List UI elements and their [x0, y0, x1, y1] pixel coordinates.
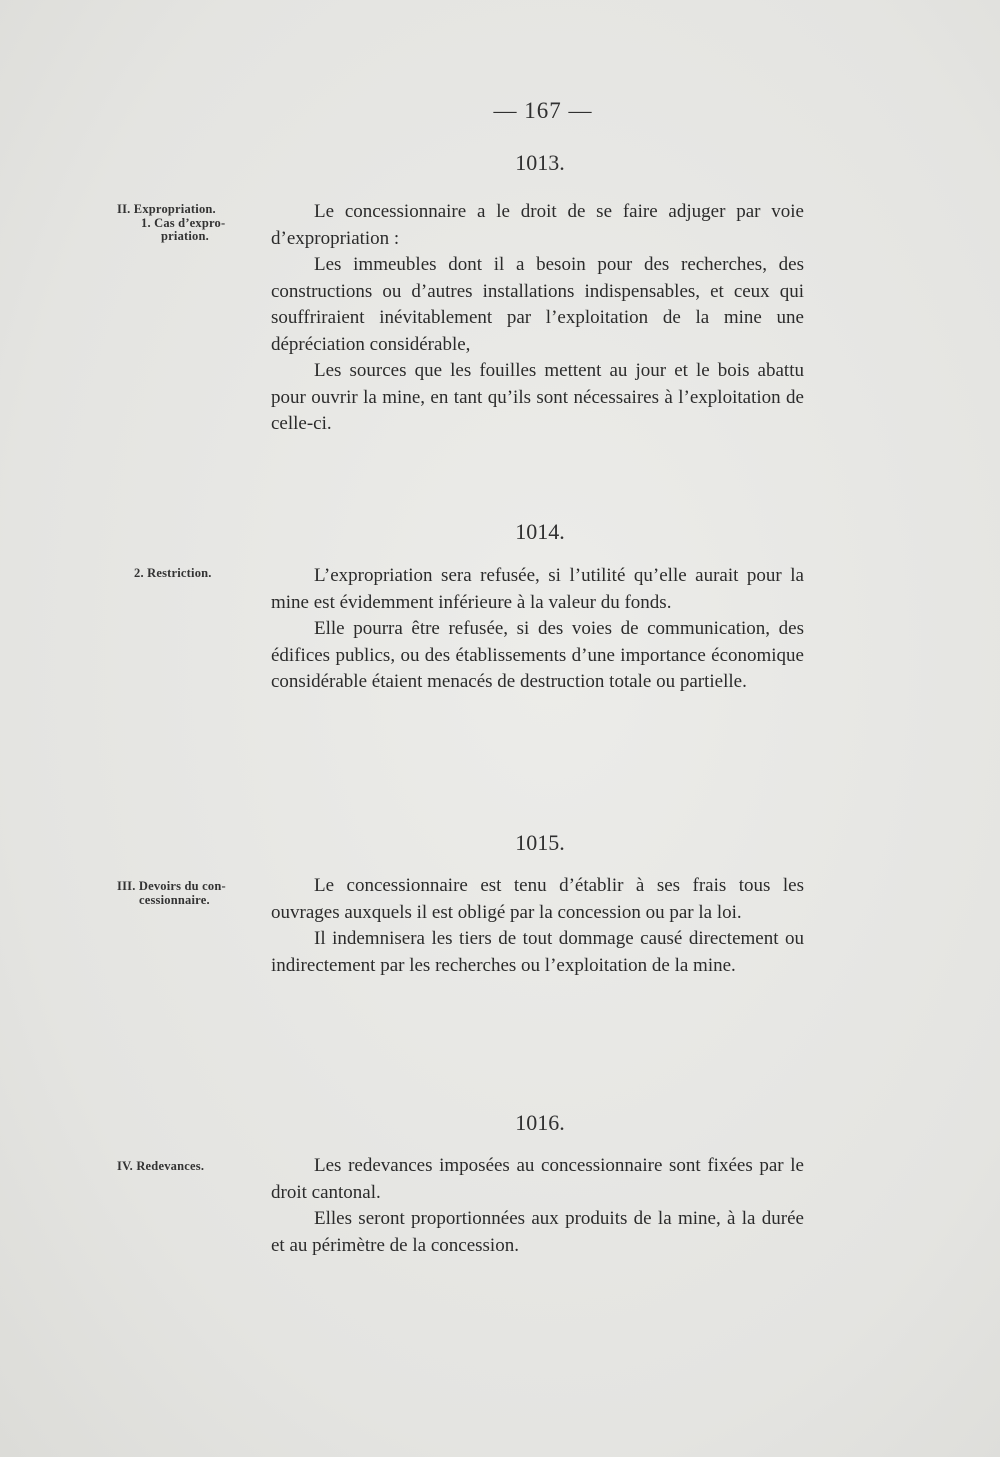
paragraph: Le concessionnaire est tenu d’établir à ses frais tous les ouvrages auxquels il est obligé par la concession ou par la loi.: [271, 875, 804, 923]
margin-note-line: 1. Cas d’expro-: [141, 215, 226, 230]
margin-note-line: 2. Restriction.: [134, 566, 212, 580]
paragraph: Les sources que les fouilles mettent au jour et le bois abattu pour ouvrir la mine, en tant qu’ils sont nécessaires à l’exploitation de celle-ci.: [271, 360, 804, 434]
margin-note-line: priation.: [161, 229, 209, 243]
article-body-1014: [271, 563, 804, 696]
article-body-1015: [271, 873, 804, 979]
article-number-1015: 1015.: [515, 830, 565, 855]
margin-note-redevances: [117, 1160, 204, 1174]
paragraph: Elles seront proportionnées aux produits de la mine, à la durée et au périmètre de la concession.: [271, 1208, 804, 1256]
margin-note-line: II. Expropriation.: [117, 202, 216, 216]
paragraph: Elle pourra être refusée, si des voies de communication, des édifices publics, ou des établissements d’une importance économique considérable étaient menacés de destruction totale ou partielle.: [271, 618, 804, 692]
margin-note-line: cessionnaire.: [139, 892, 210, 907]
article-body-1013: [271, 199, 804, 438]
paragraph: Les redevances imposées au concessionnaire sont fixées par le droit cantonal.: [271, 1155, 804, 1203]
article-number-1014: 1014.: [515, 519, 565, 544]
paragraph: L’expropriation sera refusée, si l’utilité qu’elle aurait pour la mine est évidemment inférieure à la valeur du fonds.: [271, 565, 804, 613]
article-number-1013: 1013.: [515, 150, 565, 175]
paragraph: Le concessionnaire a le droit de se faire adjuger par voie d’expropriation :: [271, 201, 804, 249]
article-number-1016: 1016.: [515, 1110, 565, 1135]
page-number: — 167 —: [493, 98, 593, 123]
margin-note-restriction: [134, 567, 212, 581]
article-body-1016: [271, 1153, 804, 1259]
margin-note-line: IV. Redevances.: [117, 1159, 205, 1173]
margin-note-devoirs: [117, 880, 226, 907]
margin-note-line: III. Devoirs du con-: [117, 879, 226, 893]
paragraph: Il indemnisera les tiers de tout dommage causé directement ou indirectement par les recherches ou l’exploitation de la mine.: [271, 928, 804, 976]
paragraph: Les immeubles dont il a besoin pour des recherches, des constructions ou d’autres installations indispensables, et ceux qui souffriraient inévitablement par l’exploitation de la mine une dépréciation considérable,: [271, 254, 804, 355]
margin-note-expropriation: [117, 203, 225, 244]
